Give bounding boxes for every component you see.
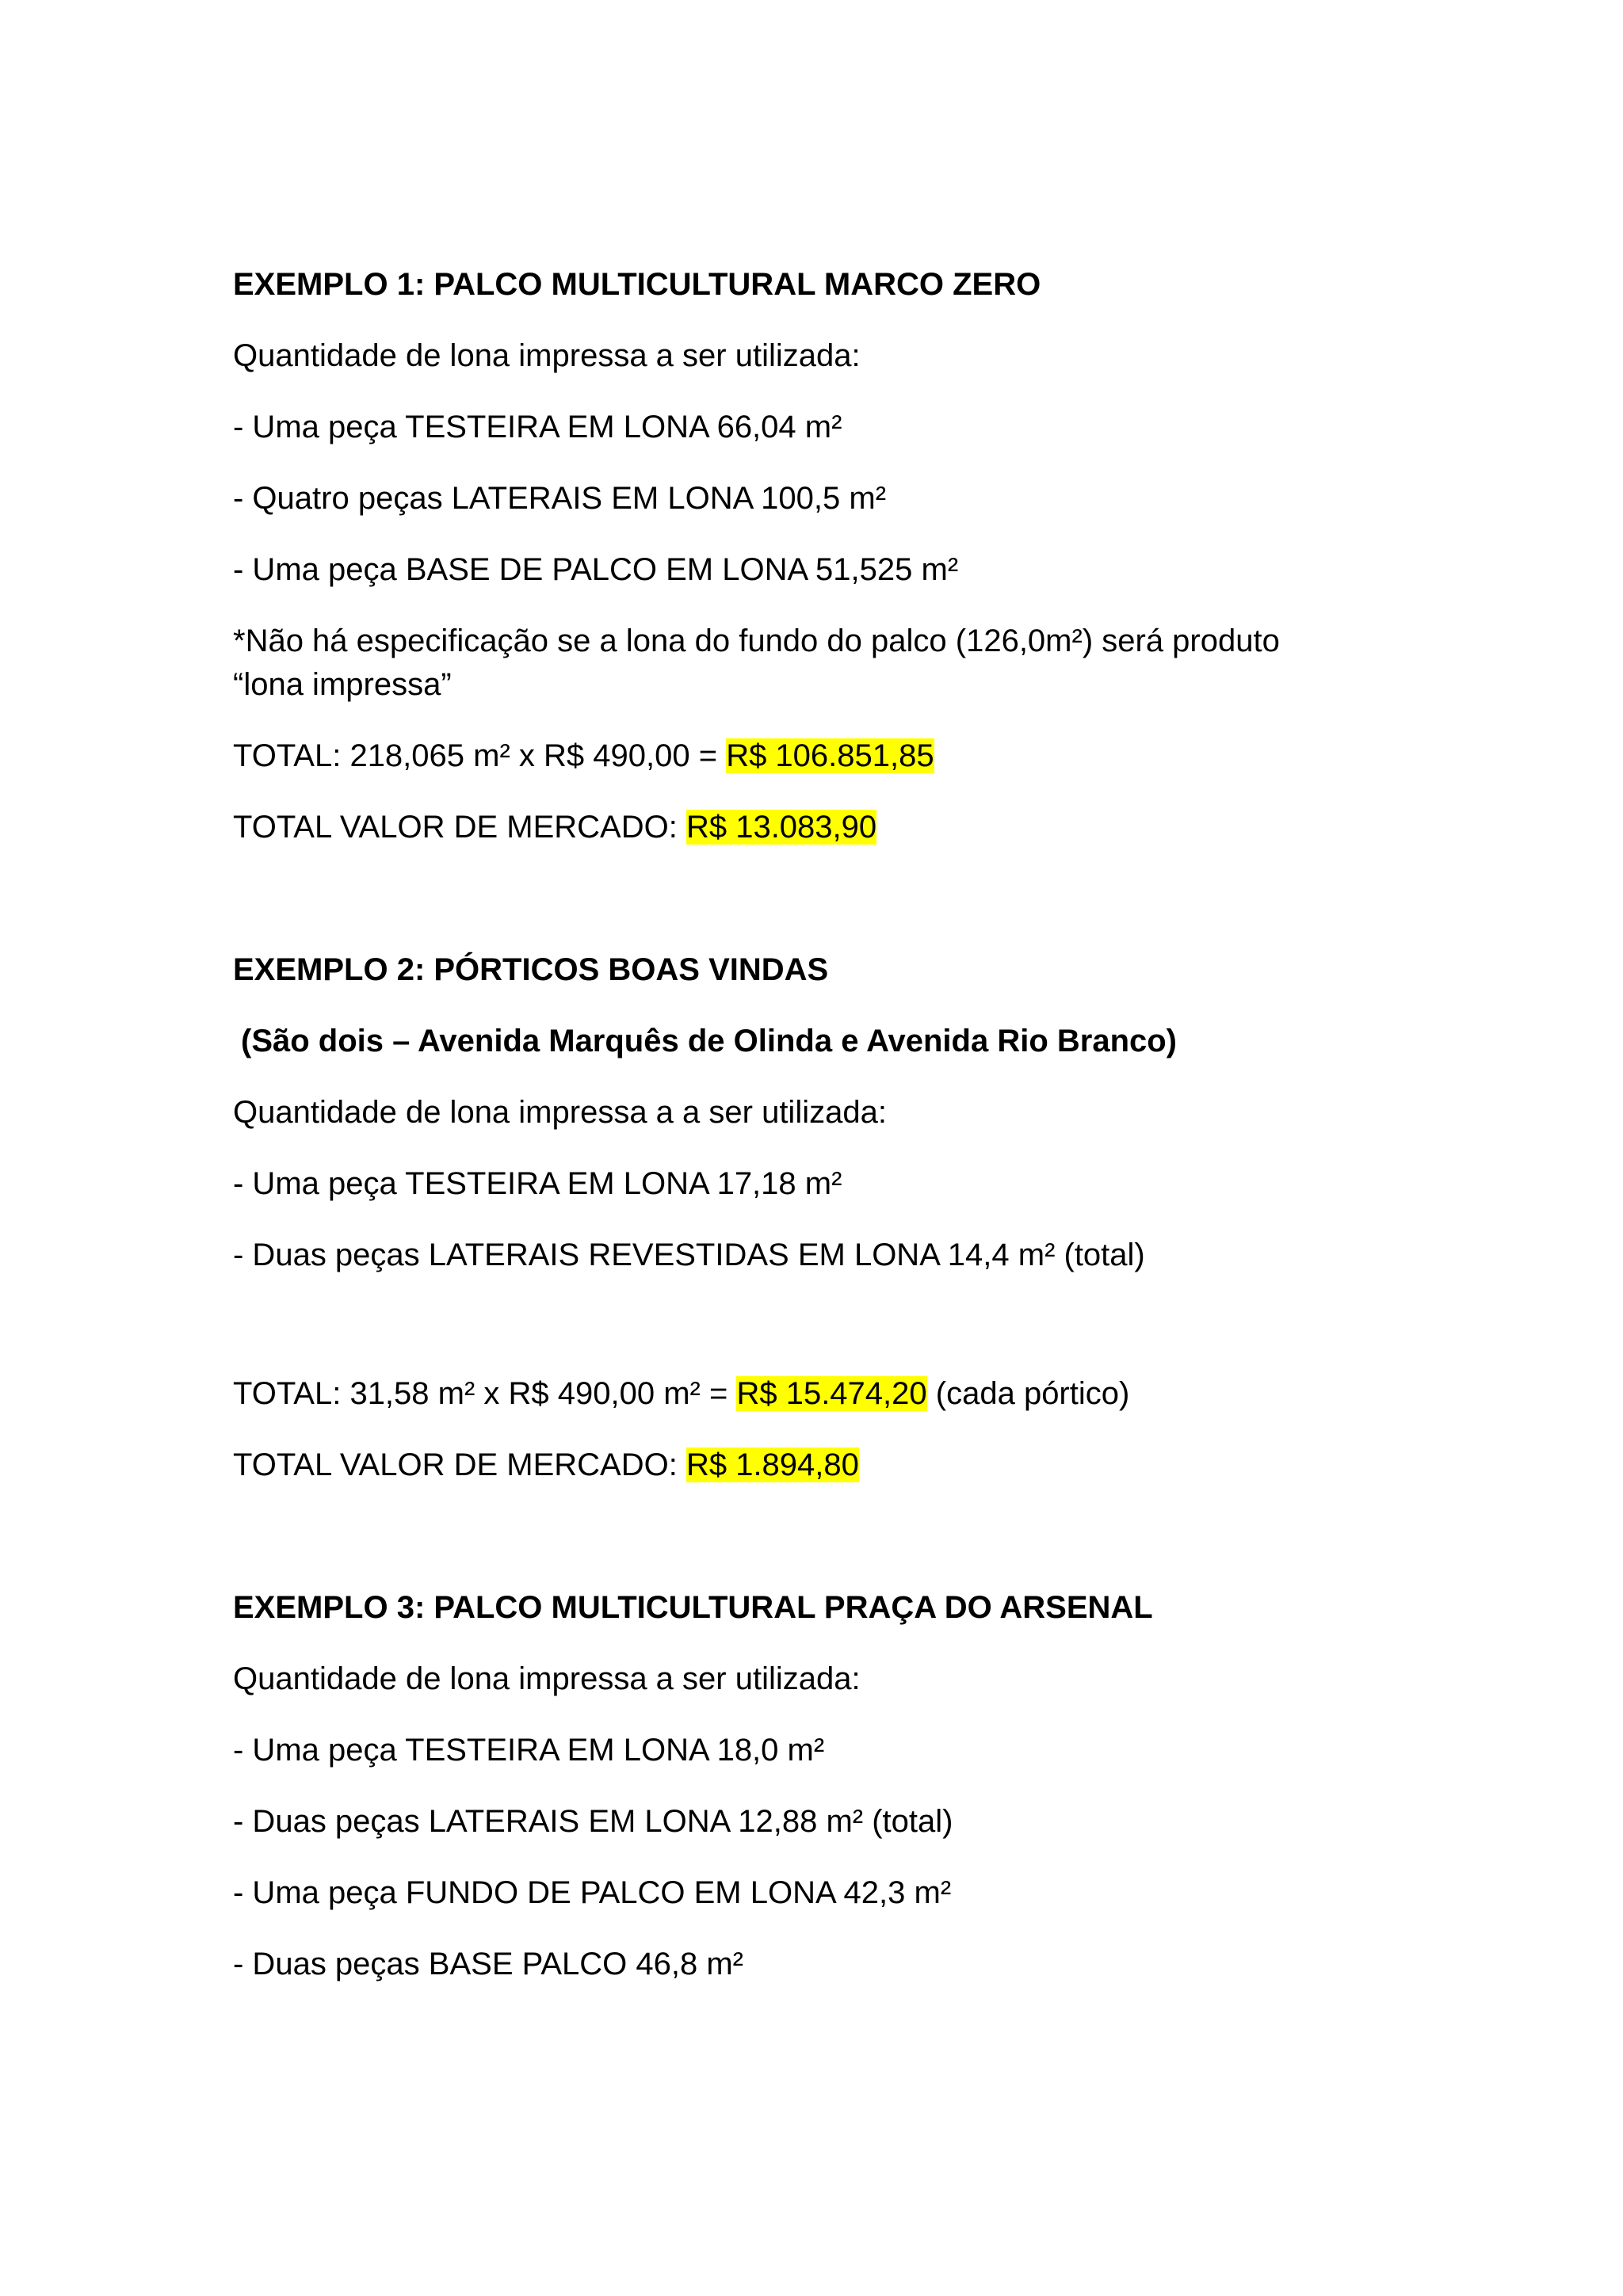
- example-1-note-line-2: “lona impressa”: [233, 667, 452, 702]
- example-1-heading: EXEMPLO 1: PALCO MULTICULTURAL MARCO ZERO: [233, 267, 1041, 302]
- example-2-total-prefix: TOTAL: 31,58 m² x R$ 490,00 m² =: [233, 1376, 737, 1411]
- example-2-subheading: (São dois – Avenida Marquês de Olinda e Avenida Rio Branco): [241, 1024, 1177, 1058]
- example-1-total: [233, 735, 934, 776]
- example-1-total-prefix: TOTAL: 218,065 m² x R$ 490,00 =: [233, 738, 727, 773]
- example-1-total-value: R$ 106.851,85: [726, 738, 934, 773]
- example-1-item-base: - Uma peça BASE DE PALCO EM LONA 51,525 m²: [233, 552, 959, 587]
- example-3-quantity-label: Quantidade de lona impressa a ser utilizada:: [233, 1661, 861, 1696]
- example-2-market-total: [233, 1444, 859, 1486]
- example-1-quantity-label: Quantidade de lona impressa a ser utilizada:: [233, 338, 861, 373]
- example-2-total-suffix: (cada pórtico): [926, 1376, 1130, 1411]
- example-2-heading: EXEMPLO 2: PÓRTICOS BOAS VINDAS: [233, 952, 829, 987]
- example-2-market-value: R$ 1.894,80: [685, 1447, 859, 1482]
- example-2-item-laterais: - Duas peças LATERAIS REVESTIDAS EM LONA 14,4 m² (total): [233, 1238, 1145, 1272]
- example-2-total-value: R$ 15.474,20: [736, 1376, 927, 1411]
- example-2-item-testeira: - Uma peça TESTEIRA EM LONA 17,18 m²: [233, 1166, 842, 1201]
- example-2-market-prefix: TOTAL VALOR DE MERCADO:: [233, 1447, 686, 1482]
- example-1-item-laterais: - Quatro peças LATERAIS EM LONA 100,5 m²: [233, 481, 887, 516]
- example-1-market-prefix: TOTAL VALOR DE MERCADO:: [233, 810, 686, 845]
- example-1-market-total: [233, 807, 876, 848]
- example-1-market-value: R$ 13.083,90: [685, 810, 877, 845]
- example-3-item-laterais: - Duas peças LATERAIS EM LONA 12,88 m² (total): [233, 1804, 953, 1839]
- example-2-total: [233, 1373, 1129, 1414]
- example-2-quantity-label: Quantidade de lona impressa a a ser utilizada:: [233, 1095, 887, 1130]
- example-3-item-fundo: - Uma peça FUNDO DE PALCO EM LONA 42,3 m²: [233, 1875, 952, 1910]
- example-3-heading: EXEMPLO 3: PALCO MULTICULTURAL PRAÇA DO ARSENAL: [233, 1590, 1153, 1625]
- example-3-item-base: - Duas peças BASE PALCO 46,8 m²: [233, 1947, 743, 1981]
- example-1-note-line-1: *Não há especificação se a lona do fundo do palco (126,0m²) será produto: [233, 624, 1280, 658]
- example-1-item-testeira: - Uma peça TESTEIRA EM LONA 66,04 m²: [233, 410, 842, 444]
- example-3-item-testeira: - Uma peça TESTEIRA EM LONA 18,0 m²: [233, 1733, 825, 1768]
